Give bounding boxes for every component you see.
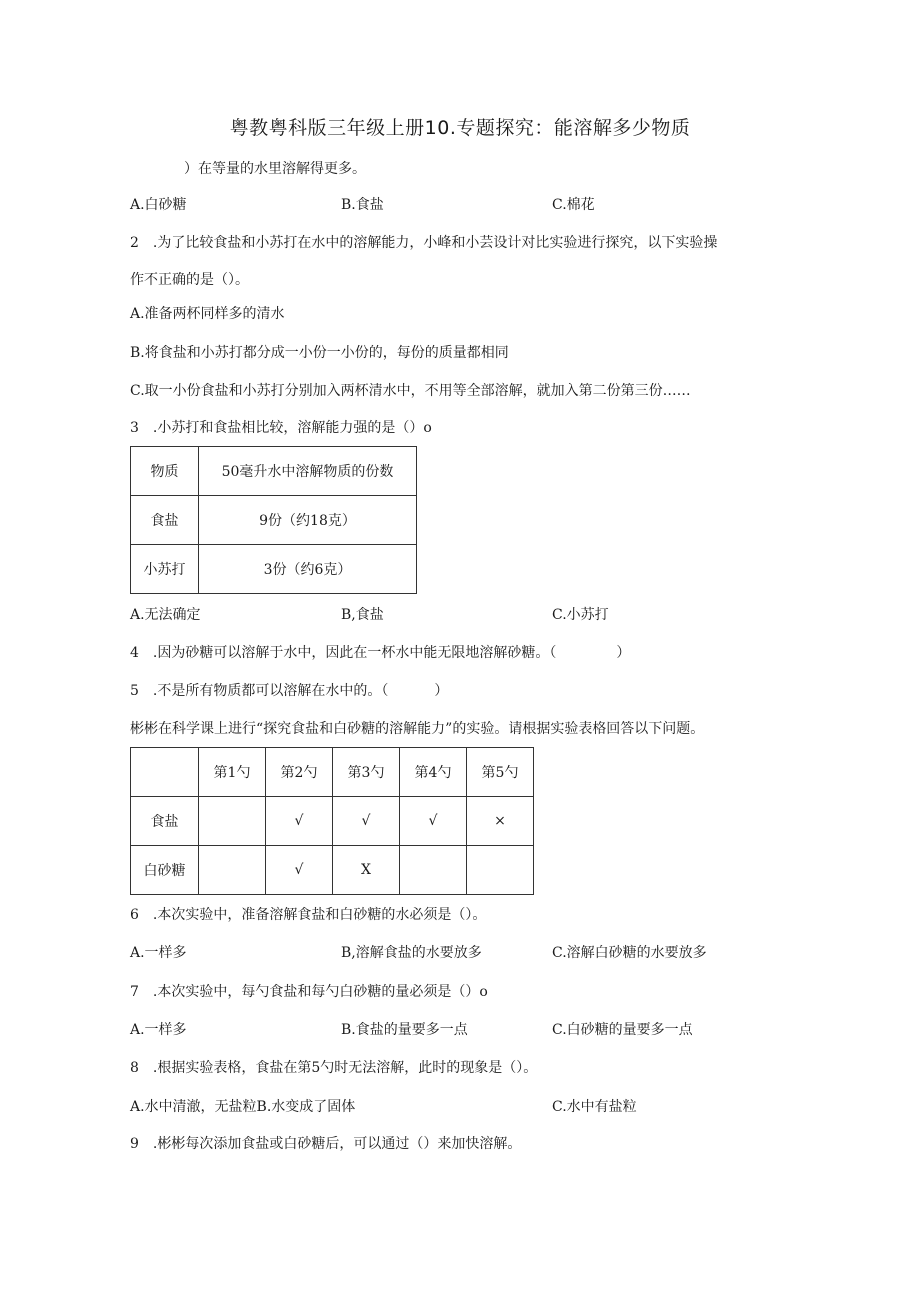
option-c: C.棉花 bbox=[552, 197, 595, 213]
question-5-stem: 5 .不是所有物质都可以溶解在水中的。（ bbox=[130, 683, 389, 699]
question-1-options bbox=[130, 195, 830, 215]
table-cell: √ bbox=[266, 797, 333, 846]
table-row bbox=[131, 748, 534, 797]
question-2-option-c: C.取一小份食盐和小苏打分别加入两杯清水中，不用等全部溶解，就加入第二份第三份…… bbox=[130, 383, 691, 399]
experiment-intro: 彬彬在科学课上进行“探究食盐和白砂糖的溶解能力”的实验。请根据实验表格回答以下问题。 bbox=[130, 721, 705, 737]
question-7-stem: 7 .本次实验中，每勺食盐和每勺白砂糖的量必须是（）o bbox=[130, 984, 488, 1000]
table-header-cell: 第5勺 bbox=[467, 748, 534, 797]
question-5 bbox=[130, 681, 448, 701]
question-2-stem-line2: 作不正确的是（）。 bbox=[130, 272, 249, 288]
question-1-stem: ）在等量的水里溶解得更多。 bbox=[184, 161, 366, 177]
table-header-cell: 第3勺 bbox=[333, 748, 400, 797]
option-b: B.食盐的量要多一点 bbox=[341, 1022, 468, 1038]
page-title: 粤教粤科版三年级上册10.专题探究：能溶解多少物质 bbox=[229, 117, 691, 139]
experiment-table bbox=[130, 747, 534, 895]
table-cell: 9份（约18克） bbox=[199, 496, 417, 545]
table-cell: 食盐 bbox=[131, 496, 199, 545]
question-2-stem-line1: 2 .为了比较食盐和小苏打在水中的溶解能力，小峰和小芸设计对比实验进行探究，以下实验操 bbox=[130, 235, 718, 251]
option-c: C.溶解白砂糖的水要放多 bbox=[552, 945, 707, 961]
table-row bbox=[131, 447, 417, 496]
question-3-options bbox=[130, 605, 830, 625]
solubility-table bbox=[130, 446, 417, 594]
table-cell bbox=[467, 846, 534, 895]
table-cell: 3份（约6克） bbox=[199, 545, 417, 594]
question-6-stem: 6 .本次实验中，准备溶解食盐和白砂糖的水必须是（）。 bbox=[130, 907, 487, 923]
table-cell bbox=[400, 846, 467, 895]
option-c: C.水中有盐粒 bbox=[552, 1099, 637, 1115]
table-cell: 小苏打 bbox=[131, 545, 199, 594]
question-7-options bbox=[130, 1020, 830, 1040]
table-cell: 白砂糖 bbox=[131, 846, 199, 895]
question-4-close: ） bbox=[616, 645, 631, 661]
table-row bbox=[131, 496, 417, 545]
table-cell: √ bbox=[333, 797, 400, 846]
option-c: C.白砂糖的量要多一点 bbox=[552, 1022, 693, 1038]
table-row bbox=[131, 797, 534, 846]
question-8-stem: 8 .根据实验表格，食盐在第5勺时无法溶解，此时的现象是（）。 bbox=[130, 1060, 538, 1076]
table-header-cell: 物质 bbox=[131, 447, 199, 496]
table-cell bbox=[199, 797, 266, 846]
question-4-stem: 4 .因为砂糖可以溶解于水中，因此在一杯水中能无限地溶解砂糖。（ bbox=[130, 645, 557, 661]
option-a: A.无法确定 bbox=[130, 607, 201, 623]
question-2-option-a: A.准备两杯同样多的清水 bbox=[130, 306, 285, 322]
question-6-options bbox=[130, 943, 830, 963]
table-cell: × bbox=[467, 797, 534, 846]
table-cell: 食盐 bbox=[131, 797, 199, 846]
table-header-cell: 第4勺 bbox=[400, 748, 467, 797]
table-cell bbox=[199, 846, 266, 895]
table-cell: √ bbox=[400, 797, 467, 846]
question-2-option-b: B.将食盐和小苏打都分成一小份一小份的，每份的质量都相同 bbox=[130, 345, 509, 361]
table-cell: √ bbox=[266, 846, 333, 895]
question-8-options bbox=[130, 1097, 830, 1117]
option-a: A.一样多 bbox=[130, 945, 187, 961]
option-c: C.小苏打 bbox=[552, 607, 609, 623]
table-header-cell: 第2勺 bbox=[266, 748, 333, 797]
option-b: B,溶解食盐的水要放多 bbox=[341, 945, 482, 961]
question-9-stem: 9 .彬彬每次添加食盐或白砂糖后，可以通过（）来加快溶解。 bbox=[130, 1136, 522, 1152]
table-header-cell: 第1勺 bbox=[199, 748, 266, 797]
table-cell: X bbox=[333, 846, 400, 895]
table-row bbox=[131, 846, 534, 895]
table-row bbox=[131, 545, 417, 594]
option-ab: A.水中清澈，无盐粒B.水变成了固体 bbox=[130, 1099, 356, 1115]
table-header-cell: 50毫升水中溶解物质的份数 bbox=[199, 447, 417, 496]
question-5-close: ） bbox=[434, 683, 449, 699]
option-b: B.食盐 bbox=[341, 197, 384, 213]
option-a: A.白砂糖 bbox=[130, 197, 187, 213]
question-3-stem: 3 .小苏打和食盐相比较，溶解能力强的是（）o bbox=[130, 420, 432, 436]
option-b: B,食盐 bbox=[341, 607, 384, 623]
question-4 bbox=[130, 643, 630, 663]
option-a: A.一样多 bbox=[130, 1022, 187, 1038]
table-header-cell bbox=[131, 748, 199, 797]
